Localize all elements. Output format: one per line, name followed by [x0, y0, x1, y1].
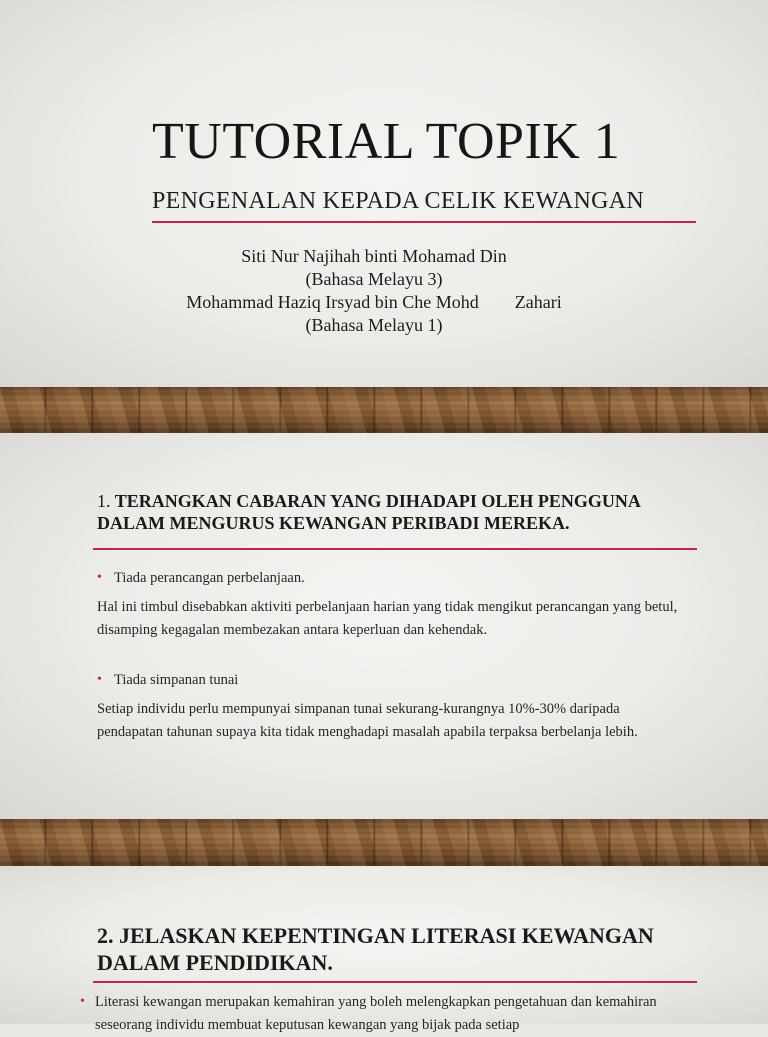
question-1-heading — [97, 490, 697, 534]
bullet-point: • Tiada simpanan tunai — [97, 669, 687, 692]
author-class: (Bahasa Melayu 1) — [305, 315, 443, 335]
bullet-point: • Tiada perancangan perbelanjaan. — [97, 567, 687, 590]
author-class: (Bahasa Melayu 3) — [305, 269, 443, 289]
question-2-heading: 2. JELASKAN KEPENTINGAN LITERASI KEWANGAN DALAM PENDIDIKAN. — [97, 923, 654, 975]
subtitle-divider — [152, 221, 696, 223]
heading-divider — [93, 548, 697, 550]
question-text: TERANGKAN CABARAN YANG DIHADAPI OLEH PENGGUNA DALAM MENGURUS KEWANGAN PERIBADI MEREKA. — [97, 491, 640, 533]
wood-floor-divider — [0, 387, 768, 433]
paragraph: Setiap individu perlu mempunyai simpanan tunai sekurang-kurangnya 10%-30% daripada pendapatan tahunan supaya kita tidak menghadapi masalah apabila terpaksa berbelanja lebih. — [97, 701, 638, 740]
heading-divider — [93, 981, 697, 983]
author-name: Siti Nur Najihah binti Mohamad Din — [241, 246, 507, 266]
paragraph: Hal ini timbul disebabkan aktiviti perbelanjaan harian yang tidak mengikut perancangan yang betul, disamping kegagalan membezakan antara keperluan dan kehendak. — [97, 599, 678, 638]
title-slide — [0, 0, 768, 387]
answer-body — [97, 567, 687, 744]
answer-body — [80, 991, 700, 1037]
wood-floor-divider — [0, 819, 768, 866]
author-list — [152, 245, 596, 337]
slide-title: TUTORIAL TOPIK 1 — [152, 113, 621, 170]
bullet-point: • Literasi kewangan merupakan kemahiran yang boleh melengkapkan pengetahuan dan kemahiran seseorang individu membuat keputusan kewangan yang bijak pada setiap — [80, 991, 700, 1037]
author-name: Mohammad Haziq Irsyad bin Che Mohd Zahari — [186, 292, 562, 312]
slide-subtitle: PENGENALAN KEPADA CELIK KEWANGAN — [152, 188, 645, 214]
question-number: 1. — [97, 491, 111, 511]
